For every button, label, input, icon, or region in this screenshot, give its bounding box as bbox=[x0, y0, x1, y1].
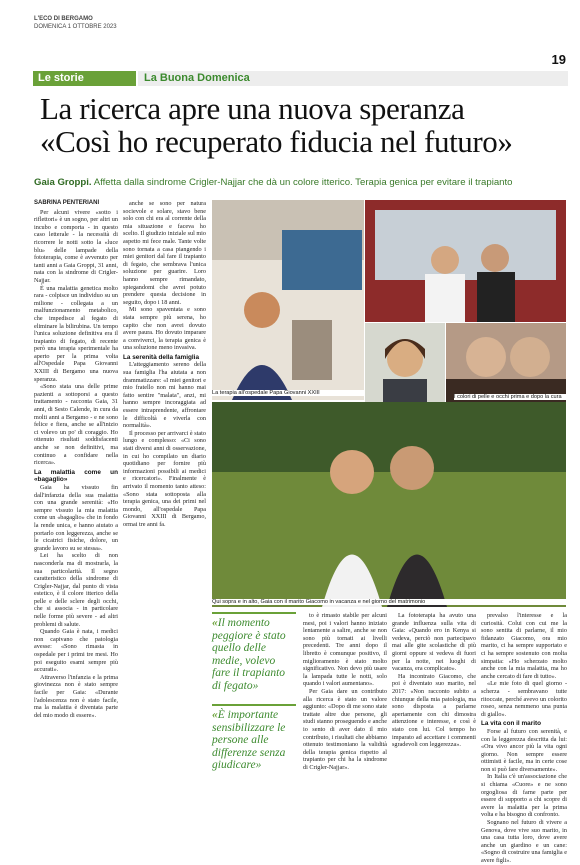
article-column-2 bbox=[123, 200, 206, 828]
paragraph: Forse al futuro con serenità, e con la leggerezza descritta da lui: «Ora vivo ancor più la vita ogni giorno. Non sempre essere ottimisti è facile, ma in certe cose non si può fare diversamente». bbox=[481, 727, 567, 773]
masthead-date: DOMENICA 1 OTTOBRE 2023 bbox=[34, 24, 117, 30]
article-column-right bbox=[481, 612, 567, 864]
headline bbox=[40, 92, 560, 158]
caption-wedding: Qui sopra e in alto, Gaia con il marito Giacomo in vacanza e nel giorno del matrimonio bbox=[212, 599, 566, 605]
paragraph: Lei ha scelto di non nasconderla ma di mostrarla, la sua particolarità. Il segno caratteristico della sindrome di Crigler-Najjar, dal punto di vista estetico, è il colore itterico della pelle e delle sclere degli occhi, che si associa - in particolare nelle forme più severe - ad altri problemi di salute. bbox=[34, 552, 118, 628]
quote-mark-icon: « bbox=[212, 709, 218, 721]
paragraph: Quando Gaia è nata, i medici non capivano che patologia avesse: «Sono rimasta in ospedale per i primi tre mesi. Ho poi eseguito esami sempre più accurati». bbox=[34, 628, 118, 674]
paragraph: to è rimasto stabile per alcuni mesi, poi i valori hanno iniziato lentamente a salire, anche se non sono più tornati ai livelli precedenti. Tre anni dopo il libretto è comunque positivo, il miglioramento è stato molto significativo. Non devo più usare la lampada tutte le notti, solo quando i valori aumentano». bbox=[303, 612, 387, 688]
quote-rule bbox=[212, 612, 296, 614]
paragraph: prevalso l'interesse e la curiosità. Colui con cui me la sono sentita di parlarne, il mio fidanzato Giacomo, ora mio marito, ci ha sempre supportato e ci ha sempre sostenuto con molta simpatia: «Ho scherzato molto anche con la mia malattia, ma ho anche cercato di fare di tutto». bbox=[481, 612, 567, 680]
masthead bbox=[34, 15, 117, 31]
article-column-1 bbox=[34, 200, 118, 828]
quote-mark-icon: « bbox=[212, 617, 218, 629]
quote-1 bbox=[212, 617, 296, 692]
quote-1-text: Il momento peggiore è stato quello delle medie, volevo fare il trapianto di fegato» bbox=[212, 617, 286, 692]
paragraph: «Le mie foto di quel giorno - scherza - sembravano tutte ritoccate, perché avevo un colorito roseo, senza nemmeno una punta di giallo». bbox=[481, 680, 567, 718]
paragraph: In Italia c'è un'associazione che si chiama «Cuore» e ne sono orgogliosa di farne parte per essere di supporto a chi scopre di avere la malattia per la prima volta e ha bisogno di confronto. bbox=[481, 773, 567, 819]
quote-2-text: È importante sensibilizzare le persone alle differenze senza giudicare» bbox=[212, 709, 286, 771]
photo-hospital bbox=[212, 200, 364, 400]
pull-quotes bbox=[212, 612, 296, 772]
subhead-text: Affetta dalla sindrome Crigler-Najjar che dà un colore itterico. Terapia genica per evitare il trapianto bbox=[93, 177, 513, 188]
quote-2 bbox=[212, 709, 296, 772]
caption-skin-eyes: I colori di pelle e occhi prima e dopo la cura bbox=[454, 394, 566, 400]
byline: SABRINA PENTERIANI bbox=[34, 200, 100, 206]
paragraph: Gaia ha vissuto fin dall'infanzia della sua malattia con una grande serenità: «Ho sempre vissuto la mia malattia come un «bagaglio» che in fondo la rende unica, e hanno aiutato a portarlo con leggerezza, anche se le cicatrici fisiche, dolore, un grande lavoro su se stessa». bbox=[34, 483, 118, 552]
paragraph: Per Gaia dare un contributo alla ricerca è stato un valore aggiunto: «Dopo di me sono state trattate altre due persone, gli studi stanno proseguendo e anche io sento di aver dato il mio contributo, i risultati che abbiamo ottenuto testimoniano la validità della terapia genica rispetto al trapianto per chi ha la sindrome di Crigler-Najjar». bbox=[303, 687, 387, 771]
caption-hospital: La terapia all'ospedale Papa Giovanni XXIII bbox=[212, 390, 364, 396]
article-column-4 bbox=[392, 612, 476, 828]
paragraph: L'atteggiamento sereno della sua famiglia l'ha aiutata a non drammatizzare: «I miei genitori e mio fratello non mi hanno mai fatto sentire "malata", anzi, mi hanno sempre incoraggiata ad essere intraprendente, affrontare le difficoltà e viverla con normalità». bbox=[123, 361, 206, 430]
subheading: La serenità della famiglia bbox=[123, 353, 200, 361]
headline-line1: La ricerca apre una nuova speranza bbox=[40, 91, 465, 126]
woman-photo-image bbox=[365, 323, 445, 403]
paragraph: «Sono stata una delle prime pazienti a sottoporsi a questo trattamento - racconta Gaia, 31 anni, di Sesto Calende, in cura da molti anni a Bergamo - e ne sono felice e fiera, anche se all'inizio ci volevo un po' di coraggio. Ho ottenuto risultati soddisfacenti anche se non definitivi, ma continuo a confidare nella ricerca». bbox=[34, 383, 118, 467]
photo-woman-smile bbox=[365, 323, 445, 403]
masthead-paper: L'ECO DI BERGAMO bbox=[34, 16, 93, 22]
paragraph: Ha incontrato Giacomo, che poi è diventato suo marito, nel 2017: «Non racconto subito a chiunque della mia patologia, ma sono disposta a parlarne apertamente con chi dimostra attenzione e interesse, e così è stato con lui. Col tempo ho imparato ad accettare i commenti sgradevoli con leggerezza». bbox=[392, 672, 476, 749]
paragraph: La fototerapia ha avuto una grande influenza sulla vita di Gaia: «Quando ero in Kenya si vedeva, perciò non partecipavo mai alle gite scolastiche di più giorni oppure si vedeva di fuori per la notte, nei luoghi di vacanza, era complicato». bbox=[392, 612, 476, 673]
section-primary: Le storie bbox=[33, 71, 136, 86]
paragraph: È una malattia genetica molto rara - colpisce un individuo su un milione - collegata a un malfunzionamento metabolico, che impedisce al fegato di eliminare la bilirubina. Un tempo l'unica soluzione definitiva era il trapianto di fegato, di recente però una terapia sperimentale ha aperto per la prima volta all'Ospedale Papa Giovanni XXIII di Bergamo una nuova speranza. bbox=[34, 284, 118, 383]
hospital-photo-image bbox=[212, 200, 364, 400]
quote-rule bbox=[212, 704, 296, 706]
subheading: La vita con il marito bbox=[481, 720, 542, 728]
subhead-name: Gaia Groppi. bbox=[34, 177, 92, 188]
subhead bbox=[34, 177, 574, 189]
article-column-3 bbox=[303, 612, 387, 828]
paragraph: Mi sono spaventata e sono stata sempre più serena, ho capito che non avrei dovuto avere paura. Ho dovuto imparare a conviverci, la terapia genica è una soluzione meno invasiva. bbox=[123, 306, 206, 352]
paragraph: Sognano nel futuro di vivere a Genova, dove vive suo marito, in una casa tutta loro, dove avere anche un giardino e un cane: «Sogno di costruire una famiglia e avere figli». bbox=[481, 819, 567, 864]
headline-line2: «Così ho recuperato fiducia nel futuro» bbox=[40, 124, 513, 159]
paragraph: Per alcuni vivere «sotto i riflettori» è un sogno, per altri un incubo e comporta - in questo caso letterale - la necessità di ricorrere le notti sotto la «luce blu» delle lampade della fototerapia, come è avvenuto per tanti anni a Gaia Groppi, 31 anni, nata con la sindrome di Crigler-Najjar. bbox=[34, 208, 118, 284]
subheading: La malattia come un «bagaglio» bbox=[34, 468, 118, 484]
section-secondary: La Buona Domenica bbox=[138, 71, 568, 86]
paragraph: Il processo per arrivarci è stato lungo e complesso: «Ci sono stati diversi anni di osservazione, in cui ho compilato un diario quotidiano per fornire più informazioni possibili ai medici e ricercatori». Finalmente è arrivato il momento tanto atteso: «Sono stata sottoposta alla terapia genica, una dei primi nel mondo, all'ospedale Papa Giovanni XXIII di Bergamo, ormai tre anni fa. bbox=[123, 429, 206, 528]
paragraph: anche se sono per natura socievole e solare, stavo bene solo con chi era al corrente della mia situazione e faceva ho scelto. Il giudizio iniziale sul mio aspetto mi fece male. Tante volte sono tornata a casa piangendo i miei genitori dal fare il trapianto di fegato, che sembrava l'unica soluzione per guarire. Loro hanno sempre rimandato, spiegandomi che avrei potuto prendere questa decisione in seguito, dopo i 18 anni. bbox=[123, 200, 206, 306]
page-number: 19 bbox=[551, 52, 566, 67]
paragraph: Attraverso l'infanzia e la prima giovinezza non è stato sempre facile per Gaia: «Durante l'adolescenza non è stato facile, ma la malattia è diventata parte del mio modo di essere». bbox=[34, 673, 118, 719]
